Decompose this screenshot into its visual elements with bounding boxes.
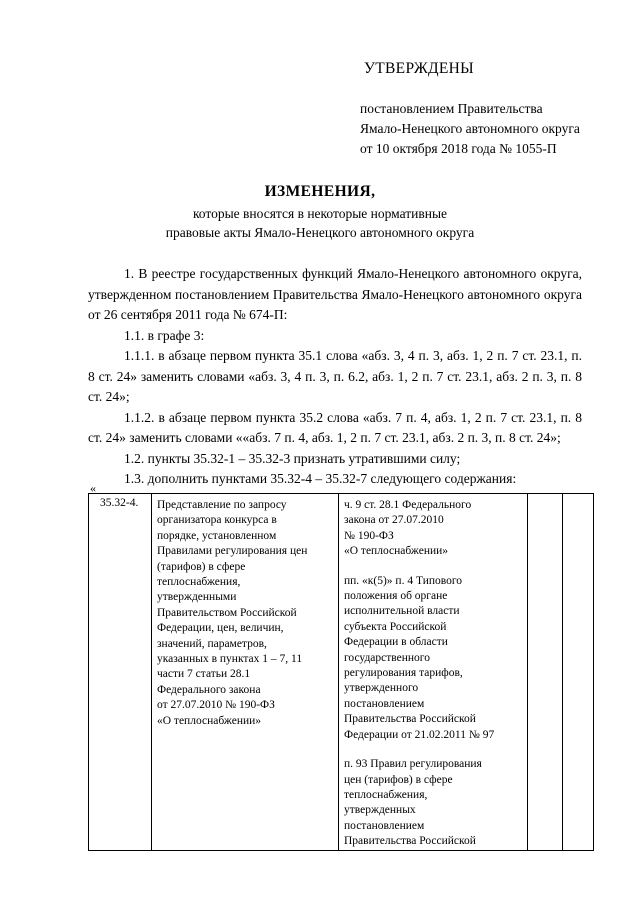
legal-basis-line: ч. 9 ст. 28.1 Федерального	[344, 499, 472, 511]
legal-basis-line: регулирования тарифов,	[344, 667, 463, 680]
legal-basis-block-regulation	[344, 574, 523, 743]
cell-empty	[563, 494, 594, 851]
legal-basis-block-rules	[344, 757, 523, 849]
document-subtitle	[140, 204, 500, 242]
legal-basis-line: субъекта Российской	[344, 620, 447, 633]
function-line: Федерации, цен, величин,	[157, 622, 284, 635]
function-line: указанных в пунктах 1 – 7, 11	[157, 653, 303, 666]
open-quote-mark: «	[90, 481, 96, 495]
legal-basis-line: «О теплоснабжении»	[344, 545, 449, 558]
function-line: порядке, установленном	[157, 529, 277, 542]
legal-basis-line: цен (тарифов) в сфере	[344, 773, 453, 786]
function-line: организатора конкурса в	[157, 514, 277, 527]
function-line: Федерального закона	[157, 683, 261, 696]
function-line: (тарифов) в сфере	[157, 560, 246, 573]
legal-basis-line: постановлением	[344, 819, 425, 832]
function-line: Правилами регулирования цен	[157, 545, 308, 558]
table-row	[89, 494, 594, 851]
paragraph-1: 1. В реестре государственных функций Ямало-Ненецкого автономного округа, утвержденном постановлением Правительства Ямало-Ненецкого автономного округа от 26 сентября 2011 года № 674-П:	[88, 266, 582, 322]
decree-line: Ямало-Ненецкого автономного округа	[360, 121, 580, 136]
legal-basis-line: теплоснабжения,	[344, 788, 428, 801]
functions-table	[88, 493, 594, 851]
legal-basis-line: Федерации в области	[344, 636, 448, 649]
cell-legal-basis	[339, 494, 528, 851]
cell-empty	[528, 494, 563, 851]
legal-basis-line: п. 93 Правил регулирования	[344, 758, 482, 771]
function-line: Правительством Российской	[157, 606, 297, 619]
subtitle-line: которые вносятся в некоторые нормативные	[192, 206, 448, 221]
item-number: 35.32-4.	[100, 497, 139, 509]
document-title: ИЗМЕНЕНИЯ,	[264, 183, 376, 200]
legal-basis-line: Правительства Российской	[344, 835, 476, 848]
cell-function-name	[152, 494, 339, 851]
function-line: «О теплоснабжении»	[157, 714, 262, 727]
decree-reference	[360, 99, 580, 159]
function-line: части 7 статьи 28.1	[157, 668, 251, 681]
legal-basis-line: № 190-ФЗ	[344, 529, 394, 542]
function-line: Представление по запросу	[157, 499, 287, 511]
legal-basis-line: утвержденного	[344, 682, 419, 695]
legal-basis-line: постановлением	[344, 697, 425, 710]
function-line: от 27.07.2010 № 190-ФЗ	[157, 699, 275, 712]
legal-basis-line: исполнительной власти	[344, 605, 460, 618]
subtitle-line: правовые акты Ямало-Ненецкого автономного округа	[165, 225, 475, 240]
approved-stamp: УТВЕРЖДЕНЫ	[364, 60, 474, 77]
decree-line: от 10 октября 2018 года № 1055-П	[360, 141, 557, 156]
legal-basis-line: государственного	[344, 651, 430, 664]
decree-line: постановлением Правительства	[360, 101, 543, 116]
legal-basis-block-law	[344, 498, 523, 560]
paragraph-1-3: 1.3. дополнить пунктами 35.32-4 – 35.32-7 следующего содержания:	[124, 471, 517, 486]
paragraph-1-1: 1.1. в графе 3:	[124, 327, 205, 343]
legal-basis-line: Федерации от 21.02.2011 № 97	[344, 728, 495, 741]
legal-basis-line: положения об органе	[344, 590, 448, 603]
function-line: утвержденными	[157, 591, 237, 604]
cell-number	[89, 494, 152, 851]
paragraph-1-1-1: 1.1.1. в абзаце первом пункта 35.1 слова «абз. 3, 4 п. 3, абз. 1, 2 п. 7 ст. 23.1, п. 8 ст. 24» заменить словами «абз. 3, 4 п. 3, п. 6.2, абз. 1, 2 п. 7 ст. 23.1, абз. 2 п. 3, п. 8 ст. 24»;	[88, 348, 582, 404]
function-line: теплоснабжения,	[157, 576, 241, 589]
legal-basis-line: пп. «к(5)» п. 4 Типового	[344, 574, 463, 587]
legal-basis-line: Правительства Российской	[344, 713, 476, 726]
paragraph-1-1-2: 1.1.2. в абзаце первом пункта 35.2 слова «абз. 7 п. 4, абз. 1, 2 п. 7 ст. 23.1, п. 8 ст. 24» заменить словами ««абз. 7 п. 4, абз. 1, 2 п. 7 ст. 23.1, абз. 2 п. 3, п. 8 ст. 24»;	[88, 409, 582, 445]
legal-basis-line: утвержденных	[344, 804, 416, 817]
function-line: значений, параметров,	[157, 637, 267, 650]
paragraph-1-2: 1.2. пункты 35.32-1 – 35.32-3 признать утратившими силу;	[124, 450, 461, 466]
document-body	[88, 264, 582, 490]
legal-basis-line: закона от 27.07.2010	[344, 514, 444, 527]
